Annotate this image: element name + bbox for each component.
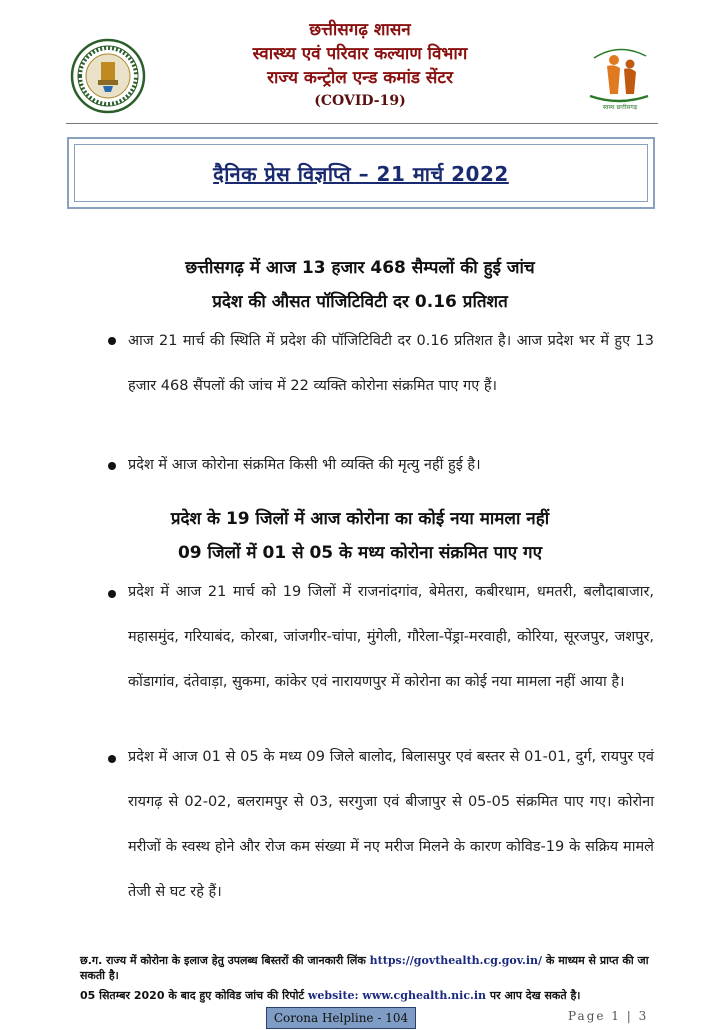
press-release-title: दैनिक प्रेस विज्ञप्ति – 21 मार्च 2022 bbox=[213, 161, 509, 186]
page-number: Page 1 | 3 bbox=[568, 1009, 649, 1023]
section1-bullet2: प्रदेश में आज कोरोना संक्रमित किसी भी व्यक्ति की मृत्यु नहीं हुई है। bbox=[128, 457, 481, 473]
section2-headline1: प्रदेश के 19 जिलों में आज कोरोना का कोई नया मामला नहीं bbox=[170, 509, 550, 529]
section2-headline2: 09 जिलों में 01 से 05 के मध्य कोरोना संक्रमित पाए गए bbox=[177, 543, 543, 563]
press-release-title-box bbox=[67, 137, 655, 209]
section1-bullet1: आज 21 मार्च की स्थिति में प्रदेश की पॉजिटिविटी दर 0.16 प्रतिशत है। आज प्रदेश भर में हुए 13 हजार 468 सैंपलों की जांच में 22 व्यक्ति कोरोना संक्रमित पाए गए हैं। bbox=[128, 333, 654, 394]
footer-report-text-end: पर आप देख सकते है। bbox=[489, 989, 581, 1002]
footer-report-note bbox=[80, 988, 665, 1003]
section1-headline1: छत्तीसगढ़ में आज 13 हजार 468 सैम्पलों की हुई जांच bbox=[185, 258, 535, 278]
footer-beds-text-end: के माध्यम से प्राप्त की जा सकती है। bbox=[80, 954, 649, 982]
footer-beds-note bbox=[80, 953, 665, 983]
header-divider bbox=[66, 123, 658, 124]
bullet-dot bbox=[108, 590, 116, 598]
footer-beds-text: छ.ग. राज्य में कोरोना के इलाज हेतु उपलब्ध बिस्तरों की जानकारी लिंक bbox=[80, 954, 366, 967]
bullet-dot bbox=[108, 337, 116, 345]
chhattisgarh-emblem-icon bbox=[70, 38, 146, 114]
cghealth-website-link[interactable]: website: www.cghealth.nic.in bbox=[307, 989, 487, 1002]
footer-report-text: 05 सितम्बर 2020 के बाद हुए कोविड जांच की रिपोर्ट bbox=[80, 989, 305, 1002]
corona-helpline-box: Corona Helpline - 104 bbox=[266, 1007, 416, 1029]
section1-headline2: प्रदेश की औसत पॉजिटिविटी दर 0.16 प्रतिशत bbox=[212, 292, 508, 312]
centre-name: राज्य कन्ट्रोल एन्ड कमांड सेंटर bbox=[267, 68, 453, 88]
right-logo-caption: स्वस्थ छत्तीसगढ़ bbox=[602, 104, 638, 111]
bullet-dot bbox=[108, 462, 116, 470]
covid-label: (COVID-19) bbox=[314, 93, 406, 109]
section2-bullet2: प्रदेश में आज 01 से 05 के मध्य 09 जिले बालोद, बिलासपुर एवं बस्तर से 01-01, दुर्ग, रायपुर एवं रायगढ़ से 02-02, बलरामपुर से 03, सरगुजा एवं बीजापुर से 05-05 संक्रमित पाए गए। कोरोना मरीजों के स्वस्थ होने और रोज कम संख्या में नए मरीज मिलने के कारण कोविड-19 के सक्रिय मामले तेजी से घट रहे हैं। bbox=[128, 749, 654, 900]
section2-bullet1: प्रदेश में आज 21 मार्च को 19 जिलों में राजनांदगांव, बेमेतरा, कबीरधाम, धमतरी, बलौदाबाजार, महासमुंद, गरियाबंद, कोरबा, जांजगीर-चांपा, मुंगेली, गौरेला-पेंड्रा-मरवाही, कोरिया, सूरजपुर, जशपुर, कोंडागांव, दंतेवाड़ा, सुकमा, कांकेर एवं नारायणपुर में कोरोना का कोई नया मामला नहीं आया है। bbox=[128, 584, 654, 690]
department-name: स्वास्थ्य एवं परिवार कल्याण विभाग bbox=[252, 44, 468, 64]
govthealth-link[interactable]: https://govthealth.cg.gov.in/ bbox=[369, 954, 543, 967]
letterhead-text bbox=[180, 18, 540, 112]
bullet-dot bbox=[108, 755, 116, 763]
govt-name: छत्तीसगढ़ शासन bbox=[309, 20, 411, 40]
letterhead bbox=[0, 0, 720, 122]
